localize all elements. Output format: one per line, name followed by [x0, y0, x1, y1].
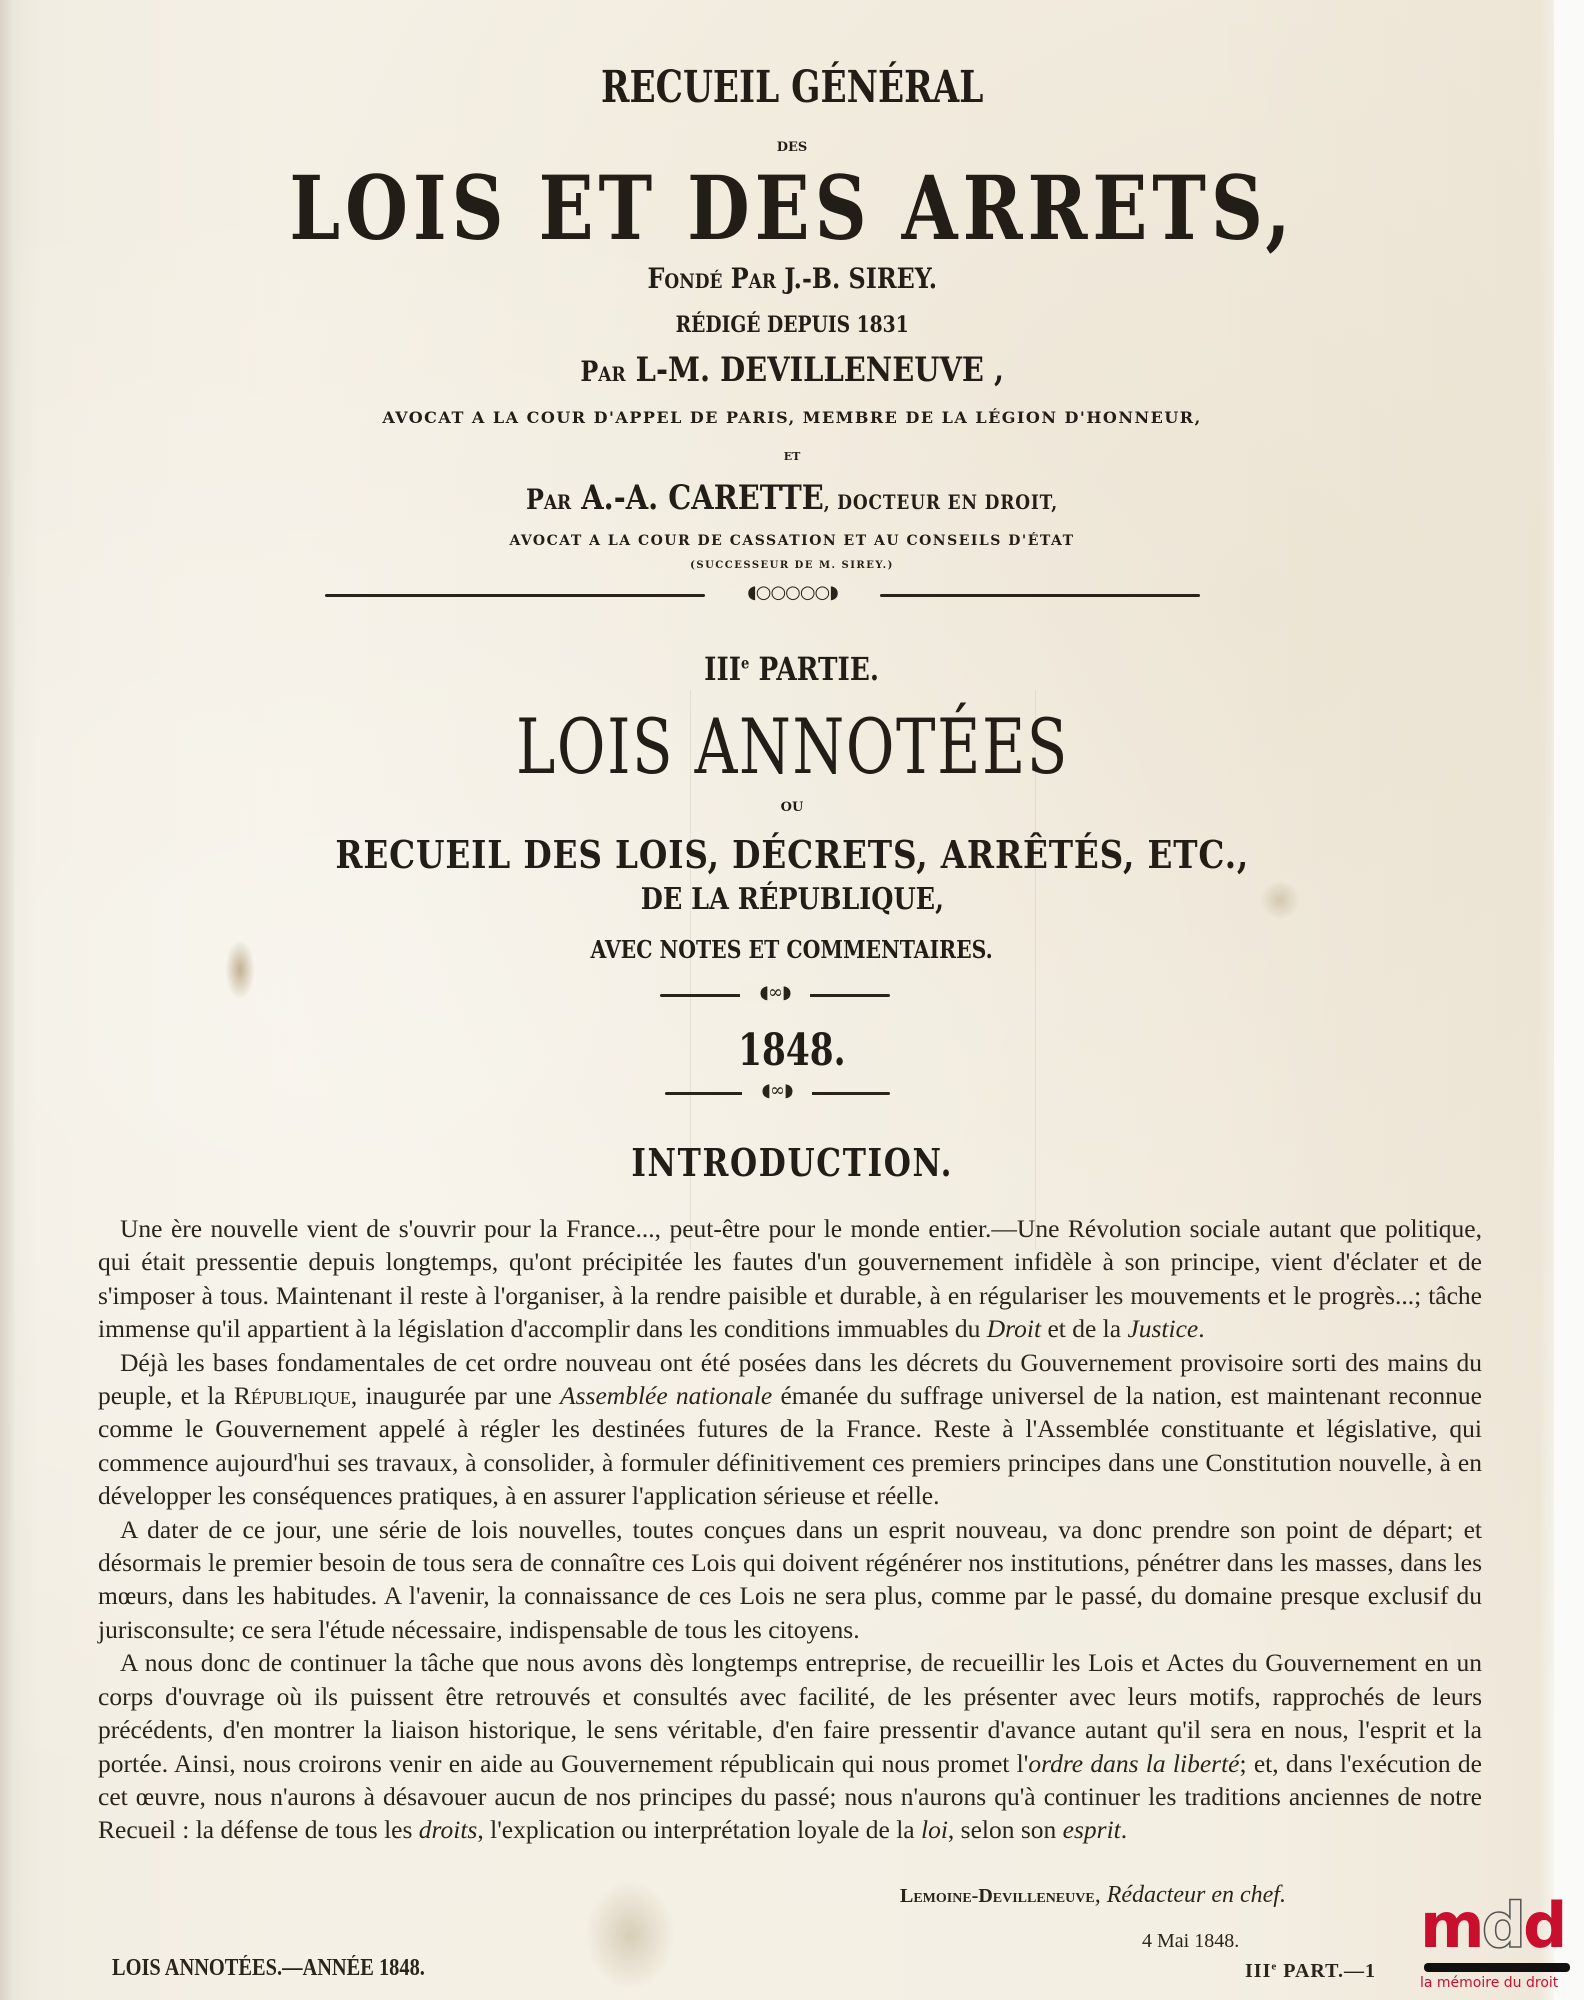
- mdd-logo-mark: [1420, 1889, 1565, 1962]
- part-subtitle-text: RECUEIL DES LOIS, DÉCRETS, ARRÊTÉS, ETC.,: [335, 832, 1249, 877]
- part-or-text: OU: [780, 800, 804, 815]
- page-edge: [1554, 0, 1584, 2000]
- founded-by: [0, 262, 1584, 295]
- part-subtitle2: [0, 882, 1584, 917]
- paper-stain: [585, 1880, 675, 1990]
- header-des: [0, 140, 1584, 155]
- mdd-logo: [1420, 1889, 1584, 2000]
- part-label-rest: PARTIE.: [749, 650, 880, 688]
- editor2-note: [0, 560, 1584, 571]
- introduction-heading-text: INTRODUCTION.: [631, 1140, 953, 1185]
- editor1-title: [0, 408, 1584, 427]
- editor2-title: [0, 533, 1584, 549]
- footer-part-rest: PART.—1: [1277, 1960, 1377, 1982]
- footer-left: [112, 1955, 480, 1982]
- logo-tagline: la mémoire du droit: [1420, 1975, 1559, 1991]
- signature-date: [1142, 1930, 1239, 1953]
- signature: [900, 1882, 1286, 1909]
- part-or: [0, 800, 1584, 815]
- conjunction-text: ET: [783, 450, 801, 463]
- part-title-text: LOIS ANNOTÉES: [515, 702, 1069, 791]
- main-title: [0, 158, 1584, 258]
- conjunction-et: [0, 450, 1584, 463]
- part-subtitle2-text: DE LA RÉPUBLIQUE,: [640, 882, 944, 917]
- signature-title: , Rédacteur en chef.: [1094, 1882, 1286, 1908]
- edited-since: [0, 312, 1584, 338]
- editor2-name: A.-A. CARETTE: [581, 478, 824, 518]
- signature-name: Lemoine-Devilleneuve: [900, 1885, 1095, 1907]
- founded-by-text: Fondé Par J.-B. SIREY.: [647, 262, 937, 295]
- logo-bar: [1424, 1963, 1570, 1972]
- part-subtitle: [0, 832, 1584, 877]
- part-label: [0, 650, 1584, 688]
- editor2-line: [0, 478, 1584, 518]
- editor2-prefix: Par: [525, 483, 572, 516]
- footer-left-text: LOIS ANNOTÉES.—ANNÉE 1848.: [112, 1955, 425, 1981]
- editor1-line: [0, 350, 1584, 390]
- main-title-text: LOIS ET DES ARRETS,: [289, 156, 1295, 260]
- logo-letter-d-outline: d: [1481, 1889, 1523, 1962]
- editor2-note-text: (SUCCESSEUR DE M. SIREY.): [690, 560, 894, 571]
- ornament-glyph: ◖○○○○○◗: [747, 582, 838, 603]
- editor2-degree: , DOCTEUR EN DROIT,: [823, 490, 1059, 514]
- intro-paragraph-3: A dater de ce jour, une série de lois nouvelles, toutes conçues dans un esprit nouveau, va donc prendre son point de départ; et désormais le premier besoin de tous sera de connaître ces Lois qui doivent régénérer nos institutions, pénétrer dans les masses, dans les mœurs, dans les habitudes. A l'avenir, la connaissance de ces Lois ne sera plus, comme par le passé, du domaine presque exclusif du jurisconsulte; ce sera l'étude nécessaire, indispensable de tous les citoyens.: [98, 1514, 1482, 1644]
- binding-edge: [0, 0, 14, 2000]
- header-recueil-general: [0, 62, 1584, 113]
- intro-paragraph-4: A nous donc de continuer la tâche que nous avons dès longtemps entreprise, de recueillir les Lois et Actes du Gouvernement en un corps d'ouvrage où ils puissent être retrouvés et consultés avec facilité, de les présenter avec leurs motifs, rapprochés de leurs précédents, d'en montrer la liaison historique, le sens véritable, d'en faire pressentir d'avance autant qu'il sera en nous, l'esprit et la portée. Ainsi, nous croirons venir en aide au Gouvernement républicain qui nous promet l'ordre dans la liberté; et, dans l'exécution de cet œuvre, nous n'aurons à désavouer aucun de nos principes du passé; nous n'aurons qu'à continuer les traditions anciennes de notre Recueil : la défense de tous les droits, l'explication ou interprétation loyale de la loi, selon son esprit.: [98, 1648, 1483, 1845]
- signature-date-text: 4 Mai 1848.: [1142, 1930, 1240, 1952]
- part-subtitle3-text: AVEC NOTES ET COMMENTAIRES.: [590, 935, 994, 964]
- ornament-glyph: ◖∞◗: [742, 1080, 812, 1101]
- intro-paragraph-1: Une ère nouvelle vient de s'ouvrir pour la France..., peut-être pour le monde entier.—Une Révolution sociale autant que politique, qui était pressentie depuis longtemps, qu'ont précipitée les fautes d'un gouvernement infidèle à son principe, vient d'éclater et de s'imposer à tous. Maintenant il reste à l'organiser, à la rendre paisible et durable, à en régulariser les mouvements et le progrès...; tâche immense qu'il appartient à la législation d'accomplir dans les conditions immuables du Droit et de la Justice.: [98, 1214, 1482, 1344]
- part-year: [0, 1025, 1584, 1076]
- footer-part-roman: III: [1245, 1960, 1272, 1982]
- edited-since-text: RÉDIGÉ DEPUIS 1831: [675, 312, 909, 338]
- part-label-sup: e: [741, 653, 750, 673]
- ornament-glyph: ◖∞◗: [740, 982, 810, 1003]
- footer-part-sup: e: [1271, 1960, 1278, 1973]
- header-line2-text: DES: [776, 140, 808, 155]
- introduction-heading: [0, 1140, 1584, 1185]
- logo-letter-d: d: [1523, 1889, 1565, 1962]
- editor1-title-text: AVOCAT A LA COUR D'APPEL DE PARIS, MEMBRE DE LA LÉGION D'HONNEUR,: [382, 408, 1202, 427]
- editor1-name: L-M. DEVILLENEUVE ,: [635, 350, 1004, 390]
- editor2-title-text: AVOCAT A LA COUR DE CASSATION ET AU CONSEILS D'ÉTAT: [509, 533, 1075, 549]
- part-year-text: 1848.: [738, 1025, 846, 1076]
- part-subtitle3: [0, 935, 1584, 964]
- footer-right: [1245, 1960, 1376, 1983]
- header-line1-text: RECUEIL GÉNÉRAL: [600, 62, 984, 113]
- intro-paragraph-2: Déjà les bases fondamentales de cet ordre nouveau ont été posées dans les décrets du Gouvernement provisoire sorti des mains du peuple, et la République, inaugurée par une Assemblée nationale émanée du suffrage universel de la nation, est maintenant reconnue comme le Gouvernement appelé à régler les destinées futures de la France. Reste à l'Assemblée constituante et législative, qui commence aujourd'hui ses travaux, à consolider, à formuler définitivement ces premiers principes dans une Constitution nouvelle, à en développer les conséquences pratiques, à en assurer l'application sérieuse et réelle.: [98, 1347, 1483, 1511]
- logo-letter-m: m: [1420, 1889, 1482, 1962]
- part-label-roman: III: [704, 650, 742, 688]
- introduction-body: [98, 1212, 1482, 1847]
- part-title: [0, 702, 1584, 791]
- editor1-prefix: Par: [580, 355, 626, 388]
